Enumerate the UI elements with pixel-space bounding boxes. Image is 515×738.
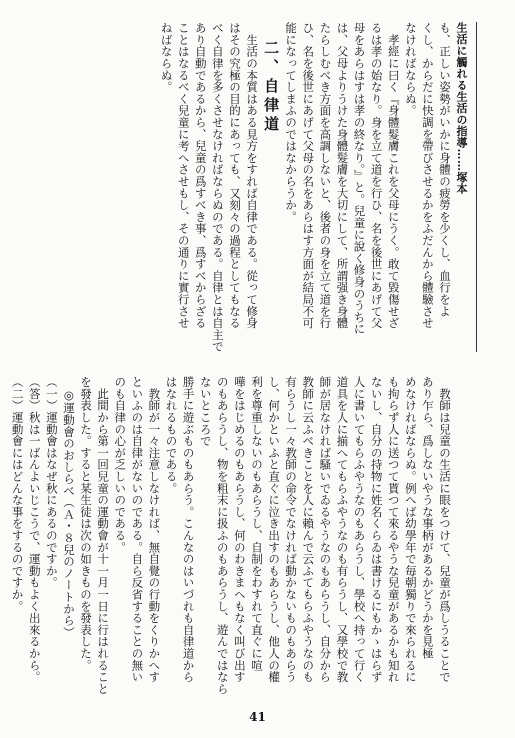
page-number: 41 xyxy=(249,710,266,724)
text-line: 人に書いてもらふやうなのもあらうし、學校へ持って行く xyxy=(352,376,367,683)
text-line: 勝手に遊ぶものもあらう。こんなのはいづれも自律道から xyxy=(181,376,196,683)
text-line: は、父母よりうけた身體髮膚を大切にして、所謂强き身體 xyxy=(335,22,350,329)
text-line: （答）秋は一ばんよいじこうで、運動もよく出來るから。 xyxy=(27,376,42,683)
text-line: めなければならぬ。例へば幼學年で毎朝獨りで來られるに xyxy=(403,376,418,683)
header-rule xyxy=(476,22,477,352)
text-line: あり乍ら、爲しないやうな事柄があるかどうかを見極 xyxy=(420,376,435,660)
text-line: ◎運動會のおしらべ（Ａ・８兒のノートから） xyxy=(61,376,76,639)
text-line: し、何かといふと直ぐに泣き出すのもあらうし、他人の權 xyxy=(267,376,282,683)
text-line: ないし、自分の持物に姓名くらゐは書けるにもかゝはらず xyxy=(369,376,384,683)
text-line: はその究極の目的にあっても、又刻々の過程としてもなる xyxy=(227,22,242,329)
text-line: ひ、名を後世にあげて父母の名をあらはす方面が結局不可 xyxy=(301,22,316,329)
running-header: 生活に觸れる生活の指導……塚本 xyxy=(455,22,468,195)
text-line: といふのは自律がないのである。自ら反省することの無い xyxy=(130,376,145,683)
text-line: 生活の本質はある見方をすれば自律である。從って修身 xyxy=(245,22,260,329)
bottom-text-column xyxy=(10,376,453,706)
text-line: 母をあらはすは孝の終なり。』と。兒童に說く修身のうちに xyxy=(352,22,367,335)
text-line: 能になってしまふのではなからうか。 xyxy=(284,22,299,223)
text-line: はなれるものである。 xyxy=(164,376,179,494)
top-text-column xyxy=(41,22,453,362)
text-line: 道具を人に揃へてもらふやうなのも有らうし、又學校で教 xyxy=(335,376,350,683)
text-line: あり自動であるから、兒童の爲すべき事、爲すべからざる xyxy=(193,22,208,329)
text-line: のも自律の心が乏しいのである。 xyxy=(113,376,128,553)
text-line: も、正しい姿勢がいかに身體の疲勞を少くし、血行をよ xyxy=(438,22,452,317)
text-line: 教師が一々注意しなければ、無自覺の行動をくりかへす xyxy=(147,376,162,683)
text-line: ことはなるべく兒童に考へさせもし、その通りに實行させ xyxy=(176,22,191,329)
text-line: 師が居なければ騷いでゐるやうなのもあらうし、自分から xyxy=(318,376,333,683)
text-line: も拘らず人に送つて貰つて來るやうな兒童があるかも知れ xyxy=(386,376,401,683)
text-line: 教師は兒童の生活に眼をつけて、兒童が爲しうることで xyxy=(438,376,452,683)
text-line: （二）運動會にはどんな事をするのですか。 xyxy=(10,376,25,612)
text-line: べく自律を多くさせなければならぬのである。自律とは自主で xyxy=(210,22,225,353)
text-line: を發表した。すると某生徒は次の如きものを發表した。 xyxy=(79,376,94,671)
text-line: 此間から第一回兒童の運動會が十一月一日に行はれること xyxy=(96,376,111,695)
text-line: なければならぬ。 xyxy=(403,22,418,117)
text-line: くし、からだに快調を帶びさせるかをふだんから體驗させ xyxy=(420,22,435,329)
section-heading: 二、自律道 xyxy=(262,40,281,135)
text-line: （一）運動會はなぜ秋にあるのですか。 xyxy=(44,376,59,589)
text-line: のもあらうし、物を粗末に扱ふのもあらうし、遊んではならないところで xyxy=(198,376,230,695)
text-line: ねばならぬ。 xyxy=(159,22,174,93)
text-line: 嘩をはじめるのもあらうし、何のわきまへもなく叫び出す xyxy=(232,376,247,683)
text-line: たらしむべき方面を高調しないと、後者の身を立て道を行 xyxy=(318,22,333,329)
text-line: 有らうし一々教師の命令でなければ動かないものもあらう xyxy=(284,376,299,683)
text-line: 利を尊重しないのもあらうし、自制をわすれて直ぐに喧 xyxy=(249,376,264,671)
text-line: 孝經に曰く『身體髮膚これを父母にうく。敢て毀傷せざ xyxy=(386,22,401,329)
text-line: るは孝の始なり。身を立て道を行ひ、名を後世にあげて父 xyxy=(369,22,384,329)
text-line: 教師に云ふべきことを人に賴んで云ふてもらふやうなのも xyxy=(301,376,316,683)
